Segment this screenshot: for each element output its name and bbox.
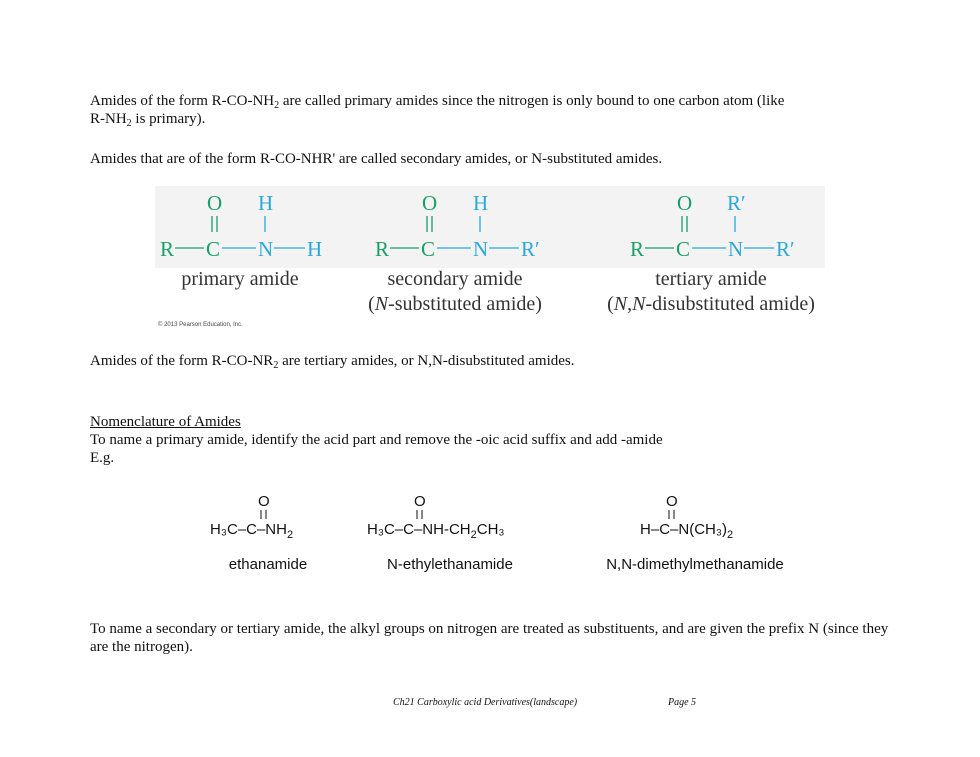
tertiary-amide-label: tertiary amide [655, 268, 767, 290]
n-n-dimethylmethanamide-formula: $H-C-N(CH_3)_2$ [640, 521, 734, 541]
r-group: R [630, 237, 645, 261]
carbon-atom: C [206, 237, 221, 261]
paragraph-tertiary-amides [90, 352, 890, 370]
amide-types-figure [155, 186, 825, 331]
oxygen-atom: O [207, 191, 223, 215]
nitrogen-atom: N [258, 237, 274, 261]
subscript: 2 [274, 100, 280, 111]
text: Amides of the form R-CO-NR [90, 353, 274, 369]
nitrogen-atom: N [728, 237, 744, 261]
oxygen-atom: O [258, 493, 270, 510]
paragraph-substituent-naming: To name a secondary or tertiary amide, the alkyl groups on nitrogen are treated as substituents, and are given the prefix N (since they are the nitrogen). [90, 621, 889, 655]
amide-structures-svg [155, 186, 825, 331]
text: are tertiary amides, or N,N-disubstituted amides. [278, 353, 575, 369]
secondary-amide-label: secondary amide [387, 268, 523, 290]
r-group: R [160, 237, 175, 261]
ethanamide-formula: H₃C–$C-NH_2$ [210, 521, 294, 541]
r-prime-group: R′ [727, 191, 746, 215]
hydrogen-atom: H [473, 191, 489, 215]
n-n-dimethylmethanamide-name: N,N-dimethylmethanamide [606, 556, 784, 573]
footer-title: Ch21 Carboxylic acid Derivatives(landscape) [393, 697, 578, 708]
ethanamide-name: ethanamide [228, 556, 308, 573]
nitrogen-atom: N [473, 237, 489, 261]
copyright-notice: © 2013 Pearson Education, Inc. [158, 322, 243, 328]
n-ethylethanamide-name: N-ethylethanamide [387, 556, 513, 573]
text: Amides of the form R-CO-NH [90, 93, 275, 109]
footer-page-number: Page 5 [668, 697, 697, 708]
example-amides [0, 490, 980, 580]
hydrogen-atom: H [307, 237, 323, 261]
subscript: 2 [126, 118, 132, 129]
paragraph-primary-amides [90, 92, 890, 128]
text: R-NH [90, 111, 127, 127]
subscript: 2 [273, 360, 279, 371]
figure-background [155, 186, 825, 268]
eg-label: E.g. [90, 450, 115, 466]
r-group: R [375, 237, 390, 261]
r-prime-group: R′ [521, 237, 540, 261]
paragraph-secondary-amides: Amides that are of the form R-CO-NHR' are called secondary amides, or N-substituted amides. [90, 151, 663, 167]
hydrogen-atom: H [258, 191, 274, 215]
oxygen-atom: O [666, 493, 678, 510]
n-ethylethanamide-formula: H₃C–$C-NH-CH_2CH_3$ [367, 521, 505, 541]
ethanamide-structure [210, 493, 307, 573]
oxygen-atom: O [677, 191, 693, 215]
text: are called primary amides since the nitrogen is only bound to one carbon atom (like [279, 93, 785, 109]
section-heading: Nomenclature of Amides [90, 414, 241, 430]
carbon-atom: C [421, 237, 436, 261]
carbon-atom: C [676, 237, 691, 261]
example-amides-svg [0, 490, 980, 580]
text: is primary). [131, 111, 206, 127]
oxygen-atom: O [414, 493, 426, 510]
oxygen-atom: O [422, 191, 438, 215]
primary-naming-rule: To name a primary amide, identify the acid part and remove the -oic acid suffix and add -amide [90, 432, 663, 448]
n-n-dimethylmethanamide-structure [606, 493, 784, 573]
r-prime-group: R′ [776, 237, 795, 261]
primary-amide-label: primary amide [181, 268, 299, 290]
n-ethylethanamide-structure [367, 493, 513, 573]
tertiary-amide-sublabel: (N,N-disubstituted amide) [607, 293, 815, 315]
secondary-amide-sublabel: (N-substituted amide) [368, 293, 542, 315]
nomenclature-section [90, 413, 890, 467]
